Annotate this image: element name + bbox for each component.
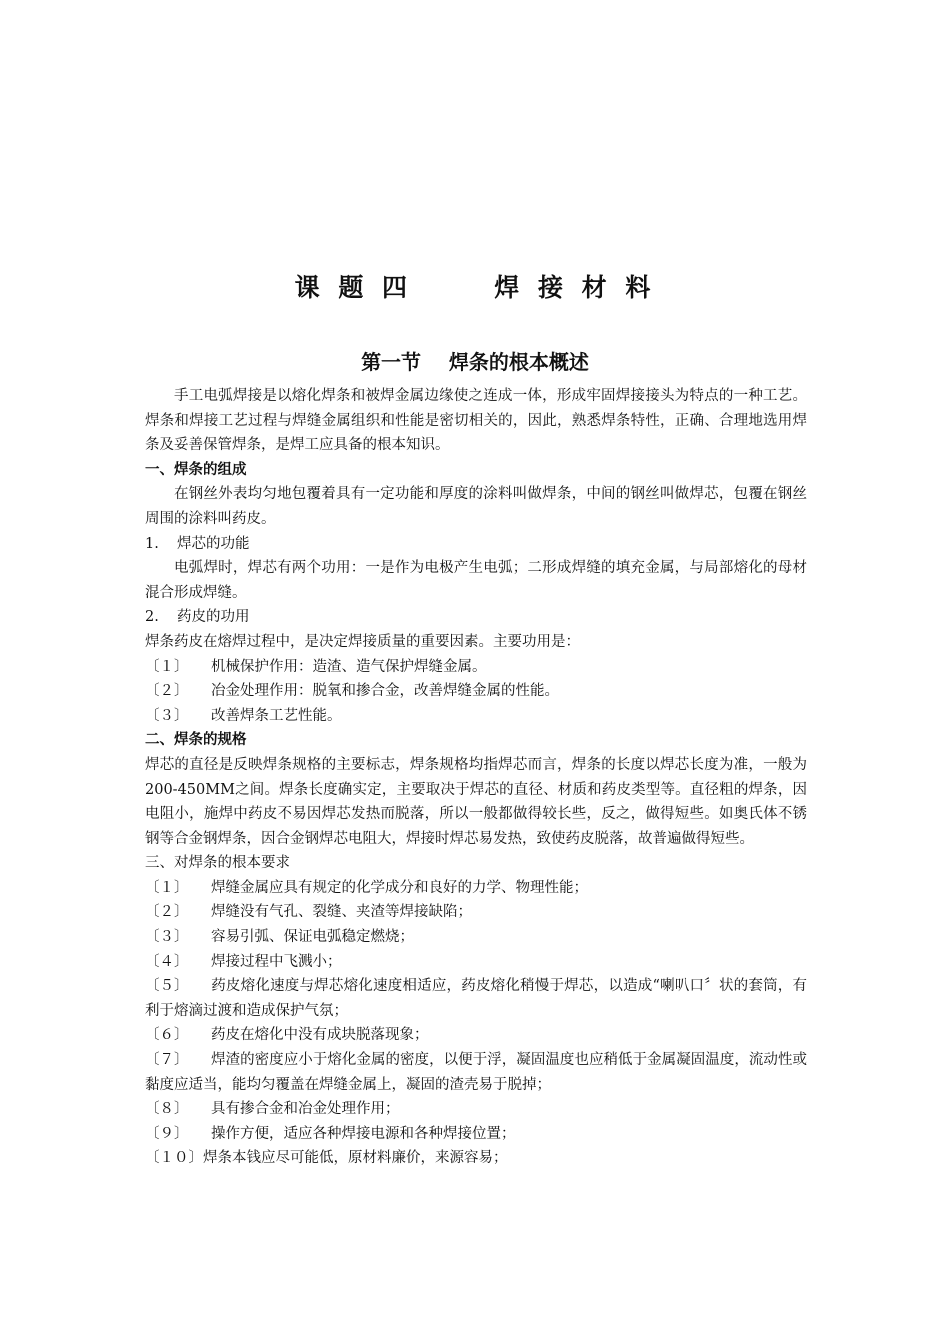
list-label: 〔５〕 <box>145 978 189 995</box>
list-item <box>145 1097 807 1122</box>
list-label: 〔３〕 <box>145 929 189 946</box>
list-label: 〔４〕 <box>145 953 189 970</box>
list-label: 〔１０〕 <box>145 1150 203 1167</box>
composition-paragraph: 在钢丝外表均匀地包覆着具有一定功能和厚度的涂料叫做焊条，中间的钢丝叫做焊芯，包覆在钢丝周围的涂料叫药皮。 <box>145 486 807 527</box>
list-label: 〔３〕 <box>145 707 189 724</box>
list-label: 〔２〕 <box>145 904 189 921</box>
list-item <box>145 704 807 729</box>
subheading-number: 1. <box>145 535 159 552</box>
list-item <box>145 1048 807 1097</box>
list-item <box>145 679 807 704</box>
heading-composition: 一、焊条的组成 <box>145 461 247 478</box>
list-item <box>145 974 807 1023</box>
list-text: 药皮在熔化中没有成块脱落现象； <box>211 1027 429 1044</box>
subheading-text: 药皮的功用 <box>177 609 250 626</box>
subheading-core-function <box>145 532 807 557</box>
list-text: 机械保护作用：造渣、造气保护焊缝金属。 <box>211 658 487 675</box>
list-text: 具有掺合金和冶金处理作用； <box>211 1101 400 1118</box>
subheading-number: 2. <box>145 609 159 626</box>
list-label: 〔１〕 <box>145 658 189 675</box>
list-item <box>145 925 807 950</box>
list-text: 焊接过程中飞溅小； <box>211 953 342 970</box>
list-label: 〔７〕 <box>145 1052 189 1069</box>
list-label: 〔６〕 <box>145 1027 189 1044</box>
list-label: 〔１〕 <box>145 879 189 896</box>
list-item <box>145 1023 807 1048</box>
document-body <box>145 384 807 1171</box>
core-function-paragraph: 电弧焊时，焊芯有两个功用：一是作为电极产生电弧；二形成焊缝的填充金属，与局部熔化的母材混合形成焊缝。 <box>145 560 807 601</box>
list-item <box>145 1146 807 1171</box>
list-text: 改善焊条工艺性能。 <box>211 707 342 724</box>
list-item <box>145 900 807 925</box>
list-text: 焊条本钱应尽可能低，原材料廉价，来源容易； <box>203 1150 508 1167</box>
intro-paragraph: 手工电弧焊接是以熔化焊条和被焊金属边缘使之连成一体，形成牢固焊接接头为特点的一种工艺。焊条和焊接工艺过程与焊缝金属组织和性能是密切相关的，因此，熟悉焊条特性，正确、合理地选用焊条及妥善保管焊条，是焊工应具备的根本知识。 <box>145 388 807 454</box>
list-text: 焊缝金属应具有规定的化学成分和良好的力学、物理性能； <box>211 879 588 896</box>
subheading-coating-function <box>145 605 807 630</box>
list-text: 药皮熔化速度与焊芯熔化速度相适应，药皮熔化稍慢于焊芯，以造成“喇叭口〞状的套筒，有利于熔滴过渡和造成保护气氛； <box>145 978 807 1019</box>
page-title: 课 题 四 焊 接 材 料 <box>294 273 656 302</box>
list-text: 操作方便，适应各种焊接电源和各种焊接位置； <box>211 1125 516 1142</box>
list-item <box>145 950 807 975</box>
subheading-text: 焊芯的功能 <box>177 535 250 552</box>
heading-specification: 二、焊条的规格 <box>145 732 247 749</box>
section-title: 第一节 焊条的根本概述 <box>361 350 589 374</box>
list-label: 〔８〕 <box>145 1101 189 1118</box>
heading-requirements: 三、对焊条的根本要求 <box>145 855 290 872</box>
list-item <box>145 876 807 901</box>
list-text: 焊渣的密度应小于熔化金属的密度，以便于浮，凝固温度也应稍低于金属凝固温度，流动性或黏度应适当，能均匀覆盖在焊缝金属上，凝固的渣壳易于脱掉； <box>145 1052 807 1093</box>
list-item <box>145 655 807 680</box>
list-label: 〔２〕 <box>145 683 189 700</box>
list-item <box>145 1122 807 1147</box>
coating-function-paragraph: 焊条药皮在熔焊过程中，是决定焊接质量的重要因素。主要功用是： <box>145 633 580 650</box>
list-text: 焊缝没有气孔、裂缝、夹渣等焊接缺陷； <box>211 904 472 921</box>
list-text: 冶金处理作用：脱氧和掺合金，改善焊缝金属的性能。 <box>211 683 559 700</box>
list-text: 容易引弧、保证电弧稳定燃烧； <box>211 929 414 946</box>
specification-paragraph: 焊芯的直径是反映焊条规格的主要标志，焊条规格均指焊芯而言，焊条的长度以焊芯长度为准，一般为200-450MM之间。焊条长度确实定，主要取决于焊芯的直径、材质和药皮类型等。直径粗的焊条，因电阻小，施焊中药皮不易因焊芯发热而脱落，所以一般都做得较长些，反之，做得短些。如奥氏体不锈钢等合金钢焊条，因合金钢焊芯电阻大，焊接时焊芯易发热，致使药皮脱落，故普遍做得短些。 <box>145 756 807 847</box>
list-label: 〔９〕 <box>145 1125 189 1142</box>
